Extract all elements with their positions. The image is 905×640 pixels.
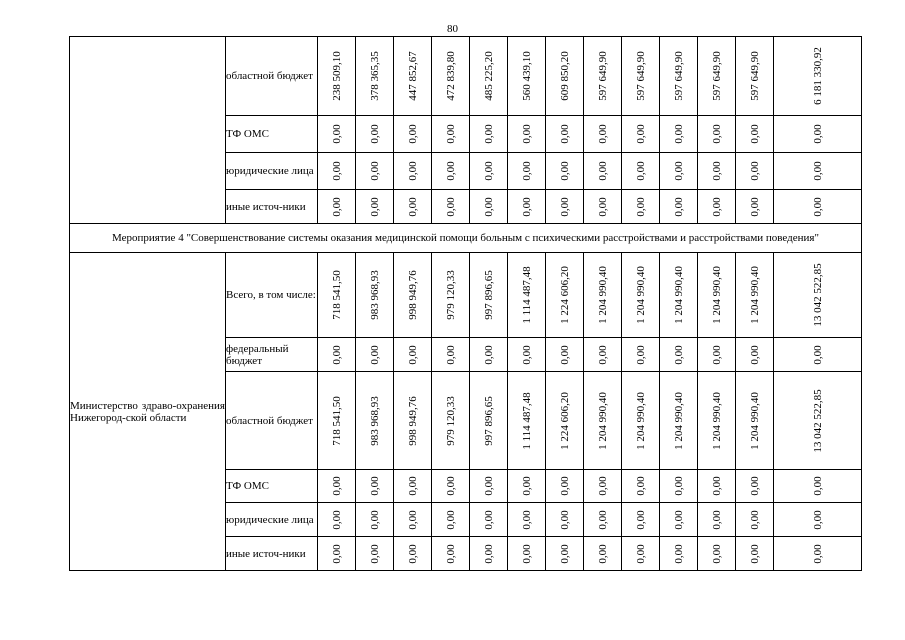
value-text: 0,00 — [811, 344, 824, 365]
value-cell — [622, 338, 660, 372]
value-cell — [432, 372, 470, 470]
value-text: 0,00 — [748, 344, 761, 365]
value-text: 0,00 — [710, 344, 723, 365]
value-text: 0,00 — [330, 476, 343, 496]
value-cell — [470, 338, 508, 372]
value-text: 0,00 — [406, 344, 419, 365]
value-cell — [432, 470, 470, 503]
value-text: 0,00 — [368, 124, 381, 144]
organization-cell: Министерство здраво-охранения Нижегород-ской области — [70, 253, 226, 571]
value-text: 0,00 — [748, 476, 761, 496]
value-cell — [736, 253, 774, 338]
value-text: 0,00 — [406, 196, 419, 217]
value-cell — [660, 190, 698, 224]
value-cell — [546, 470, 584, 503]
value-text: 0,00 — [406, 543, 419, 564]
value-cell — [584, 372, 622, 470]
value-text: 0,00 — [444, 476, 457, 496]
value-cell — [584, 153, 622, 190]
value-text: 0,00 — [368, 509, 381, 530]
value-text: 983 968,93 — [368, 395, 381, 446]
value-cell — [508, 372, 546, 470]
value-cell — [508, 37, 546, 116]
value-cell — [698, 470, 736, 503]
value-text: 0,00 — [482, 196, 495, 217]
value-text: 0,00 — [520, 509, 533, 530]
value-cell — [698, 503, 736, 537]
value-cell — [736, 116, 774, 153]
value-text: 0,00 — [330, 196, 343, 217]
value-text: 0,00 — [748, 196, 761, 217]
value-text: 1 224 606,20 — [558, 391, 571, 450]
value-cell — [432, 537, 470, 571]
value-text: 0,00 — [596, 476, 609, 496]
value-text: 0,00 — [634, 196, 647, 217]
value-cell — [546, 503, 584, 537]
value-text: 0,00 — [634, 161, 647, 181]
value-text: 0,00 — [558, 509, 571, 530]
value-cell — [394, 116, 432, 153]
value-text: 0,00 — [596, 124, 609, 144]
value-cell — [470, 153, 508, 190]
value-text: 1 114 487,48 — [520, 391, 533, 450]
value-cell — [432, 253, 470, 338]
source-cell: областной бюджет — [226, 37, 318, 116]
value-text: 0,00 — [596, 509, 609, 530]
value-cell — [470, 537, 508, 571]
value-cell — [394, 37, 432, 116]
value-text: 0,00 — [596, 196, 609, 217]
value-text: 0,00 — [596, 344, 609, 365]
event-title: Мероприятие 4 "Совершенствование системы оказания медицинской помощи больным с психическими расстройствами и расстройствами поведения" — [70, 224, 862, 253]
value-text: 1 114 487,48 — [520, 266, 533, 324]
value-text: 597 649,90 — [634, 51, 647, 101]
value-text: 979 120,33 — [444, 395, 457, 446]
value-cell — [394, 470, 432, 503]
value-text: 1 204 990,40 — [748, 391, 761, 450]
value-cell — [356, 470, 394, 503]
value-cell — [698, 37, 736, 116]
value-text: 0,00 — [634, 543, 647, 564]
value-cell — [356, 253, 394, 338]
value-text: 983 968,93 — [368, 270, 381, 320]
value-cell — [432, 153, 470, 190]
source-cell: юридические лица — [226, 503, 318, 537]
value-text: 13 042 522,85 — [811, 263, 824, 327]
value-text: 0,00 — [811, 476, 824, 496]
value-text: 0,00 — [748, 543, 761, 564]
value-text: 0,00 — [482, 543, 495, 564]
value-text: 0,00 — [368, 476, 381, 496]
value-cell — [546, 372, 584, 470]
value-text: 0,00 — [672, 124, 685, 144]
value-cell — [546, 253, 584, 338]
value-cell — [660, 116, 698, 153]
value-text: 0,00 — [330, 509, 343, 530]
value-text: 0,00 — [811, 196, 824, 217]
value-cell — [660, 503, 698, 537]
value-cell — [470, 116, 508, 153]
value-cell — [736, 37, 774, 116]
value-text: 1 204 990,40 — [672, 266, 685, 324]
value-text: 13 042 522,85 — [811, 388, 824, 453]
value-cell — [584, 190, 622, 224]
value-cell — [698, 116, 736, 153]
value-text: 0,00 — [672, 476, 685, 496]
value-text: 0,00 — [811, 161, 824, 181]
value-text: 0,00 — [406, 124, 419, 144]
source-cell: федеральный бюджет — [226, 338, 318, 372]
value-cell — [470, 503, 508, 537]
value-cell — [584, 470, 622, 503]
value-cell — [318, 503, 356, 537]
value-text: 378 365,35 — [368, 51, 381, 101]
source-cell: иные источ-ники — [226, 537, 318, 571]
value-cell — [622, 153, 660, 190]
value-text: 0,00 — [710, 476, 723, 496]
value-cell — [774, 153, 862, 190]
value-text: 0,00 — [672, 543, 685, 564]
value-text: 0,00 — [482, 476, 495, 496]
value-cell — [584, 338, 622, 372]
value-cell — [622, 372, 660, 470]
value-text: 0,00 — [330, 344, 343, 365]
budget-table — [69, 36, 862, 571]
value-text: 0,00 — [748, 509, 761, 530]
value-cell — [774, 37, 862, 116]
source-cell: ТФ ОМС — [226, 116, 318, 153]
value-text: 485 225,20 — [482, 51, 495, 101]
value-cell — [508, 338, 546, 372]
value-cell — [470, 190, 508, 224]
value-text: 718 541,50 — [330, 270, 343, 320]
value-text: 0,00 — [672, 509, 685, 530]
value-text: 0,00 — [710, 161, 723, 181]
value-cell — [470, 372, 508, 470]
value-cell — [432, 116, 470, 153]
value-text: 718 541,50 — [330, 395, 343, 446]
value-cell — [546, 338, 584, 372]
value-cell — [318, 372, 356, 470]
value-cell — [774, 537, 862, 571]
value-text: 0,00 — [634, 124, 647, 144]
value-text: 0,00 — [520, 344, 533, 365]
value-cell — [432, 37, 470, 116]
value-text: 560 439,10 — [520, 51, 533, 101]
value-cell — [736, 503, 774, 537]
value-cell — [774, 503, 862, 537]
value-cell — [356, 372, 394, 470]
value-text: 0,00 — [368, 543, 381, 564]
value-cell — [584, 503, 622, 537]
value-cell — [660, 253, 698, 338]
value-text: 0,00 — [482, 124, 495, 144]
value-cell — [394, 338, 432, 372]
value-text: 0,00 — [748, 124, 761, 144]
value-text: 0,00 — [558, 344, 571, 365]
value-text: 0,00 — [634, 476, 647, 496]
value-text: 0,00 — [672, 344, 685, 365]
value-text: 0,00 — [444, 509, 457, 530]
value-text: 997 896,65 — [482, 395, 495, 446]
value-cell — [394, 253, 432, 338]
value-cell — [546, 537, 584, 571]
value-cell — [736, 372, 774, 470]
value-cell — [508, 190, 546, 224]
value-text: 0,00 — [558, 161, 571, 181]
table-row — [70, 37, 862, 116]
value-cell — [774, 190, 862, 224]
value-text: 0,00 — [558, 124, 571, 144]
value-text: 0,00 — [596, 161, 609, 181]
value-text: 472 839,80 — [444, 51, 457, 101]
value-text: 0,00 — [406, 476, 419, 496]
value-cell — [660, 372, 698, 470]
value-text: 238 509,10 — [330, 51, 343, 101]
value-text: 0,00 — [710, 196, 723, 217]
value-cell — [774, 372, 862, 470]
source-cell: юридические лица — [226, 153, 318, 190]
value-text: 0,00 — [811, 124, 824, 144]
value-text: 1 204 990,40 — [596, 266, 609, 324]
value-text: 0,00 — [634, 344, 647, 365]
value-cell — [508, 153, 546, 190]
value-cell — [508, 470, 546, 503]
value-text: 0,00 — [482, 161, 495, 181]
value-text: 447 852,67 — [406, 51, 419, 101]
value-text: 998 949,76 — [406, 270, 419, 320]
value-text: 0,00 — [444, 344, 457, 365]
value-cell — [546, 153, 584, 190]
value-cell — [774, 470, 862, 503]
source-cell: иные источ-ники — [226, 190, 318, 224]
value-cell — [356, 37, 394, 116]
value-cell — [318, 190, 356, 224]
value-cell — [736, 338, 774, 372]
value-text: 0,00 — [710, 124, 723, 144]
value-cell — [736, 190, 774, 224]
value-cell — [432, 503, 470, 537]
value-cell — [356, 537, 394, 571]
value-cell — [584, 253, 622, 338]
value-cell — [470, 470, 508, 503]
value-text: 597 649,90 — [710, 51, 723, 101]
value-cell — [508, 537, 546, 571]
value-text: 0,00 — [558, 196, 571, 217]
value-cell — [356, 116, 394, 153]
value-cell — [546, 190, 584, 224]
source-cell: областной бюджет — [226, 372, 318, 470]
value-cell — [318, 537, 356, 571]
value-text: 609 850,20 — [558, 51, 571, 101]
value-text: 0,00 — [330, 543, 343, 564]
value-cell — [660, 37, 698, 116]
value-cell — [660, 338, 698, 372]
value-cell — [698, 537, 736, 571]
value-cell — [774, 253, 862, 338]
value-cell — [470, 37, 508, 116]
value-text: 6 181 330,92 — [811, 47, 824, 105]
value-cell — [394, 503, 432, 537]
value-cell — [698, 190, 736, 224]
value-text: 0,00 — [330, 124, 343, 144]
value-cell — [622, 190, 660, 224]
value-cell — [394, 537, 432, 571]
value-text: 597 649,90 — [672, 51, 685, 101]
value-cell — [318, 153, 356, 190]
value-cell — [660, 537, 698, 571]
value-text: 0,00 — [520, 161, 533, 181]
value-cell — [470, 253, 508, 338]
value-cell — [432, 190, 470, 224]
value-cell — [698, 253, 736, 338]
value-cell — [508, 116, 546, 153]
value-text: 0,00 — [558, 476, 571, 496]
value-cell — [622, 37, 660, 116]
value-cell — [318, 116, 356, 153]
value-cell — [698, 338, 736, 372]
value-cell — [698, 153, 736, 190]
value-cell — [546, 116, 584, 153]
page-number: 80 — [447, 23, 458, 35]
value-cell — [698, 372, 736, 470]
value-cell — [622, 470, 660, 503]
value-cell — [736, 537, 774, 571]
value-text: 1 204 990,40 — [634, 266, 647, 324]
value-text: 0,00 — [710, 509, 723, 530]
value-cell — [774, 338, 862, 372]
value-cell — [356, 338, 394, 372]
value-cell — [622, 116, 660, 153]
value-cell — [318, 470, 356, 503]
value-text: 0,00 — [596, 543, 609, 564]
value-text: 1 224 606,20 — [558, 266, 571, 324]
value-text: 597 649,90 — [748, 51, 761, 101]
value-cell — [356, 190, 394, 224]
value-cell — [660, 470, 698, 503]
table-row — [70, 253, 862, 338]
value-text: 0,00 — [444, 196, 457, 217]
value-text: 0,00 — [520, 476, 533, 496]
value-cell — [622, 253, 660, 338]
value-cell — [432, 338, 470, 372]
source-cell: Всего, в том числе: — [226, 253, 318, 338]
value-cell — [736, 153, 774, 190]
value-cell — [508, 253, 546, 338]
value-cell — [584, 116, 622, 153]
value-cell — [736, 470, 774, 503]
value-text: 0,00 — [520, 196, 533, 217]
value-cell — [660, 153, 698, 190]
value-cell — [394, 372, 432, 470]
value-cell — [318, 338, 356, 372]
value-text: 0,00 — [811, 509, 824, 530]
value-text: 0,00 — [444, 161, 457, 181]
value-text: 0,00 — [748, 161, 761, 181]
value-text: 0,00 — [330, 161, 343, 181]
value-cell — [508, 503, 546, 537]
value-text: 0,00 — [444, 543, 457, 564]
value-text: 0,00 — [368, 344, 381, 365]
value-text: 0,00 — [406, 161, 419, 181]
value-text: 0,00 — [444, 124, 457, 144]
value-text: 1 204 990,40 — [634, 391, 647, 450]
value-text: 1 204 990,40 — [710, 266, 723, 324]
value-text: 0,00 — [558, 543, 571, 564]
source-cell: ТФ ОМС — [226, 470, 318, 503]
value-cell — [356, 153, 394, 190]
value-text: 1 204 990,40 — [748, 266, 761, 324]
value-text: 0,00 — [482, 344, 495, 365]
value-cell — [584, 37, 622, 116]
value-cell — [622, 537, 660, 571]
value-text: 979 120,33 — [444, 270, 457, 320]
value-cell — [584, 537, 622, 571]
value-cell — [394, 190, 432, 224]
value-cell — [356, 503, 394, 537]
value-cell — [318, 37, 356, 116]
value-text: 1 204 990,40 — [710, 391, 723, 450]
value-text: 0,00 — [520, 543, 533, 564]
value-text: 0,00 — [368, 196, 381, 217]
value-text: 0,00 — [368, 161, 381, 181]
value-cell — [318, 253, 356, 338]
value-text: 0,00 — [672, 196, 685, 217]
value-cell — [546, 37, 584, 116]
event-row — [70, 224, 862, 253]
value-text: 597 649,90 — [596, 51, 609, 101]
value-text: 998 949,76 — [406, 395, 419, 446]
value-text: 0,00 — [710, 543, 723, 564]
value-cell — [394, 153, 432, 190]
value-text: 1 204 990,40 — [596, 391, 609, 450]
value-text: 0,00 — [811, 543, 824, 564]
value-cell — [622, 503, 660, 537]
value-text: 1 204 990,40 — [672, 391, 685, 450]
value-text: 0,00 — [520, 124, 533, 144]
value-text: 0,00 — [672, 161, 685, 181]
value-text: 0,00 — [634, 509, 647, 530]
value-text: 0,00 — [482, 509, 495, 530]
value-text: 0,00 — [406, 509, 419, 530]
value-text: 997 896,65 — [482, 270, 495, 320]
empty-org-cell — [70, 37, 226, 224]
value-cell — [774, 116, 862, 153]
